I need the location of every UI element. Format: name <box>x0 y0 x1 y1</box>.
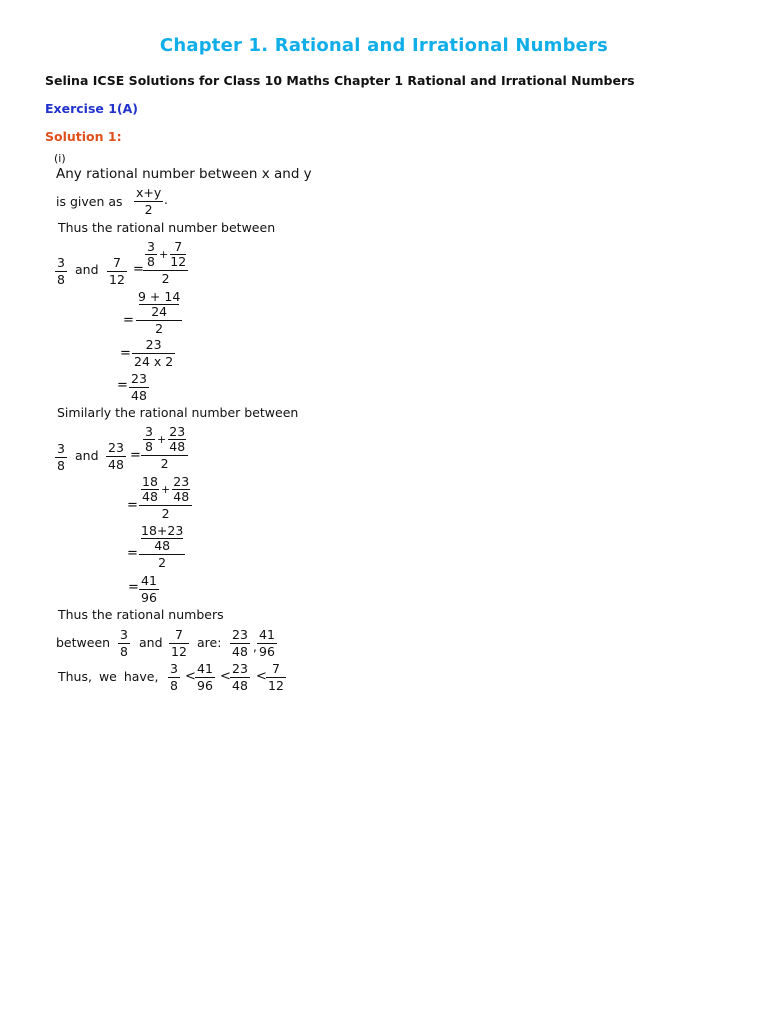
equals-sign: = <box>128 580 139 595</box>
fraction-41-96 <box>139 574 159 605</box>
fraction-41-96 <box>195 662 215 693</box>
period: . <box>164 193 168 207</box>
fraction-23-48 <box>106 441 126 472</box>
numerator: 7 <box>174 627 183 642</box>
denominator: 48 <box>142 489 158 504</box>
numerator: 3 <box>145 424 153 439</box>
compound-fraction-1 <box>143 240 188 286</box>
denominator: 96 <box>141 590 157 605</box>
numerator: 3 <box>147 239 155 254</box>
denominator: 2 <box>158 555 167 570</box>
numerator: 23 <box>232 661 248 676</box>
equals-sign: = <box>133 262 144 277</box>
equals-sign: = <box>123 313 134 328</box>
plus-sign: + <box>161 482 171 496</box>
compound-fraction-4 <box>139 475 192 521</box>
numerator: 7 <box>174 239 183 254</box>
numerator: 18+23 <box>141 523 184 538</box>
fraction-23-over-24x2 <box>132 338 175 369</box>
fraction-3-8 <box>143 425 155 454</box>
denominator: 2 <box>161 506 170 521</box>
fraction-23-48 <box>230 662 250 693</box>
denominator: 8 <box>120 644 128 659</box>
fraction-23-48 <box>168 425 186 454</box>
fraction-3-8 <box>118 628 130 659</box>
numerator: 23 <box>232 627 248 642</box>
denominator: 48 <box>173 489 190 504</box>
denominator: 48 <box>131 388 147 403</box>
equals-sign: = <box>120 346 131 361</box>
numerator: 3 <box>170 661 178 676</box>
fraction-3-8 <box>55 442 67 473</box>
line-thus-between: Thus the rational number between <box>58 220 276 235</box>
equals-sign: = <box>130 448 141 463</box>
compound-numerator <box>139 524 185 553</box>
denominator: 12 <box>109 272 125 287</box>
fraction-23-48 <box>230 628 250 659</box>
compound-numerator <box>143 240 188 269</box>
fraction-x-plus-y-over-2 <box>134 186 163 217</box>
fraction-7-12 <box>169 628 189 659</box>
denominator: 24 x 2 <box>134 354 174 369</box>
compound-numerator <box>136 290 182 319</box>
denominator: 48 <box>232 644 248 659</box>
denominator: 8 <box>57 272 65 287</box>
denominator: 2 <box>144 202 153 217</box>
denominator: 12 <box>268 678 284 693</box>
numerator: 3 <box>57 255 65 270</box>
denominator: 48 <box>169 439 186 454</box>
and-word: and <box>139 635 163 650</box>
fraction-23-48 <box>129 372 149 403</box>
denominator: 48 <box>154 538 171 553</box>
fraction-3-8 <box>168 662 180 693</box>
denominator: 24 <box>151 304 168 319</box>
numerator: 23 <box>131 371 147 386</box>
numerator: 41 <box>141 573 157 588</box>
are-word: are: <box>197 635 222 650</box>
equals-sign: = <box>127 546 138 561</box>
fraction-23-48 <box>172 475 190 504</box>
numerator: 3 <box>57 441 65 456</box>
solution-heading: Solution 1: <box>45 129 122 144</box>
denominator: 12 <box>171 644 187 659</box>
fraction-18-48 <box>141 475 159 504</box>
denominator: 8 <box>147 254 155 269</box>
fraction-41-96 <box>257 628 277 659</box>
and-word: and <box>75 448 99 463</box>
line-similarly: Similarly the rational number between <box>57 405 299 420</box>
given-as-text: is given as <box>56 194 123 209</box>
plus-sign: + <box>157 432 167 446</box>
chapter-title: Chapter 1. Rational and Irrational Numbers <box>159 35 609 56</box>
numerator: 23 <box>145 337 162 352</box>
denominator: 8 <box>145 439 153 454</box>
page-subtitle: Selina ICSE Solutions for Class 10 Maths Chapter 1 Rational and Irrational Numbers <box>45 73 635 88</box>
numerator: 18 <box>142 474 158 489</box>
denominator: 12 <box>170 254 187 269</box>
denominator: 48 <box>108 457 124 472</box>
numerator: x+y <box>136 185 162 200</box>
denominator: 48 <box>232 678 248 693</box>
compound-numerator <box>139 475 192 504</box>
denominator: 96 <box>259 644 275 659</box>
less-than-sign: < <box>220 669 231 684</box>
numerator: 9 + 14 <box>138 289 181 304</box>
and-word: and <box>75 262 99 277</box>
equals-sign: = <box>117 378 128 393</box>
fraction-7-12 <box>170 240 186 269</box>
thus-we-have: Thus, we have, <box>58 669 159 684</box>
less-than-sign: < <box>256 669 267 684</box>
fraction-7-12 <box>266 662 286 693</box>
comma: , <box>253 640 257 654</box>
denominator: 96 <box>197 678 213 693</box>
part-label: (i) <box>54 152 66 165</box>
denominator: 2 <box>161 271 170 286</box>
less-than-sign: < <box>185 669 196 684</box>
denominator: 2 <box>155 321 164 336</box>
numerator: 41 <box>259 627 275 642</box>
numerator: 7 <box>271 661 280 676</box>
fraction-7-12 <box>107 256 127 287</box>
exercise-heading: Exercise 1(A) <box>45 101 139 116</box>
line-thus-numbers: Thus the rational numbers <box>58 607 224 622</box>
denominator: 2 <box>160 456 169 471</box>
statement-line: Any rational number between x and y <box>56 166 312 182</box>
numerator: 41 <box>197 661 213 676</box>
compound-numerator <box>141 425 188 454</box>
numerator: 23 <box>108 440 124 455</box>
denominator: 8 <box>170 678 178 693</box>
compound-fraction-3 <box>141 425 188 471</box>
numerator: 23 <box>169 424 186 439</box>
equals-sign: = <box>127 498 138 513</box>
numerator: 3 <box>120 627 128 642</box>
fraction-3-8 <box>145 240 157 269</box>
compound-fraction-5 <box>139 524 185 570</box>
numerator: 7 <box>112 255 121 270</box>
denominator: 8 <box>57 458 65 473</box>
plus-sign: + <box>159 247 169 261</box>
fraction-3-8 <box>55 256 67 287</box>
between-word: between <box>56 635 111 650</box>
numerator: 23 <box>173 474 190 489</box>
compound-fraction-2 <box>136 290 182 336</box>
